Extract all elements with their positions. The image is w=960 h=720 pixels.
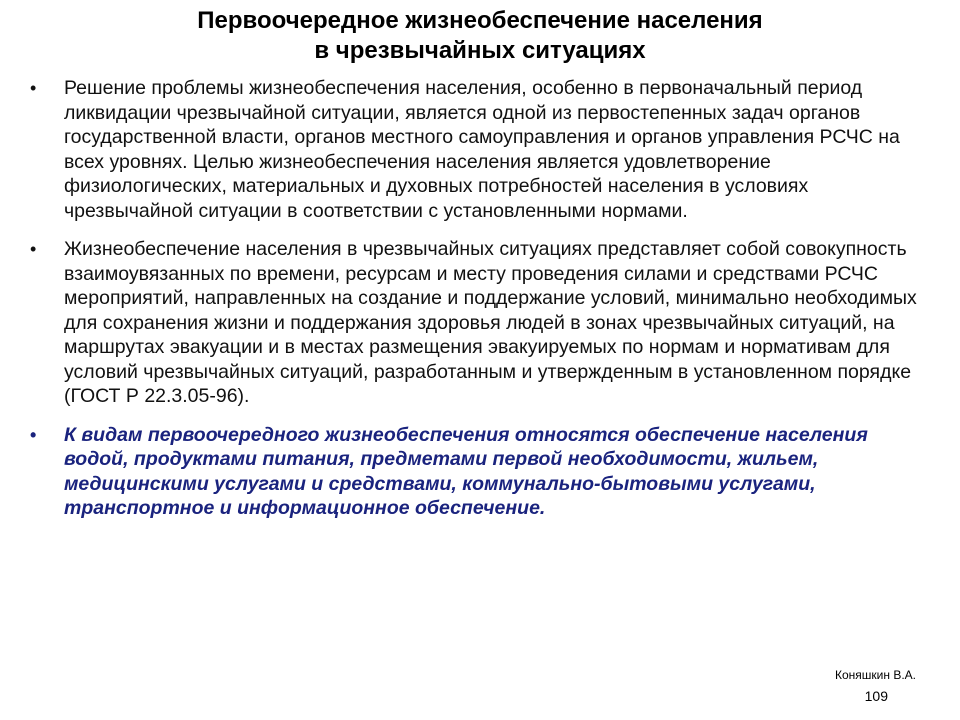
slide-title-line-1: Первоочередное жизнеобеспечение населения [197, 7, 763, 34]
page-number: 109 [864, 688, 888, 704]
bullet-text: К видам первоочередного жизнеобеспечения относятся обеспечение населения водой, продуктами питания, предметами первой необходимости, жильем, медицинскими услугами и средствами, коммунально-бытовыми услугами, транспортное и информационное обеспечение. [64, 423, 868, 519]
slide-title-line-2: в чрезвычайных ситуациях [314, 37, 646, 64]
bullet-marker: • [30, 424, 37, 445]
bullet-text: Решение проблемы жизнеобеспечения населения, особенно в первоначальный период ликвидации чрезвычайной ситуации, является одной из первостепенных задач органов государственной власти, органов местного самоуправления и органов управления РСЧС на всех уровнях. Целью жизнеобеспечения населения является удовлетворение физиологических, материальных и духовных потребностей населения в условиях чрезвычайной ситуации в соответствии с установленными нормами. [64, 77, 900, 222]
bullet-item-life-support-definition [30, 237, 930, 409]
bullet-marker: • [30, 78, 37, 98]
bullet-list [30, 76, 930, 535]
bullet-item-life-support-types [30, 423, 930, 521]
slide-title [0, 6, 960, 66]
author-credit: Коняшкин В.А. [834, 668, 916, 682]
bullet-text: Жизнеобеспечение населения в чрезвычайных ситуациях представляет собой совокупность взаимоувязанных по времени, ресурсам и месту проведения силами и средствами РСЧС мероприятий, направленных на создание и поддержание условий, минимально необходимых для сохранения жизни и поддержания здоровья людей в зонах чрезвычайных ситуаций, на маршрутах эвакуации и в местах размещения эвакуируемых по нормам и нормативам для условий чрезвычайных ситуаций, разработанным и утвержденным в установленном порядке (ГОСТ Р 22.3.05-96). [64, 238, 917, 407]
bullet-marker: • [30, 239, 37, 259]
bullet-item-life-support-problem [30, 76, 930, 223]
